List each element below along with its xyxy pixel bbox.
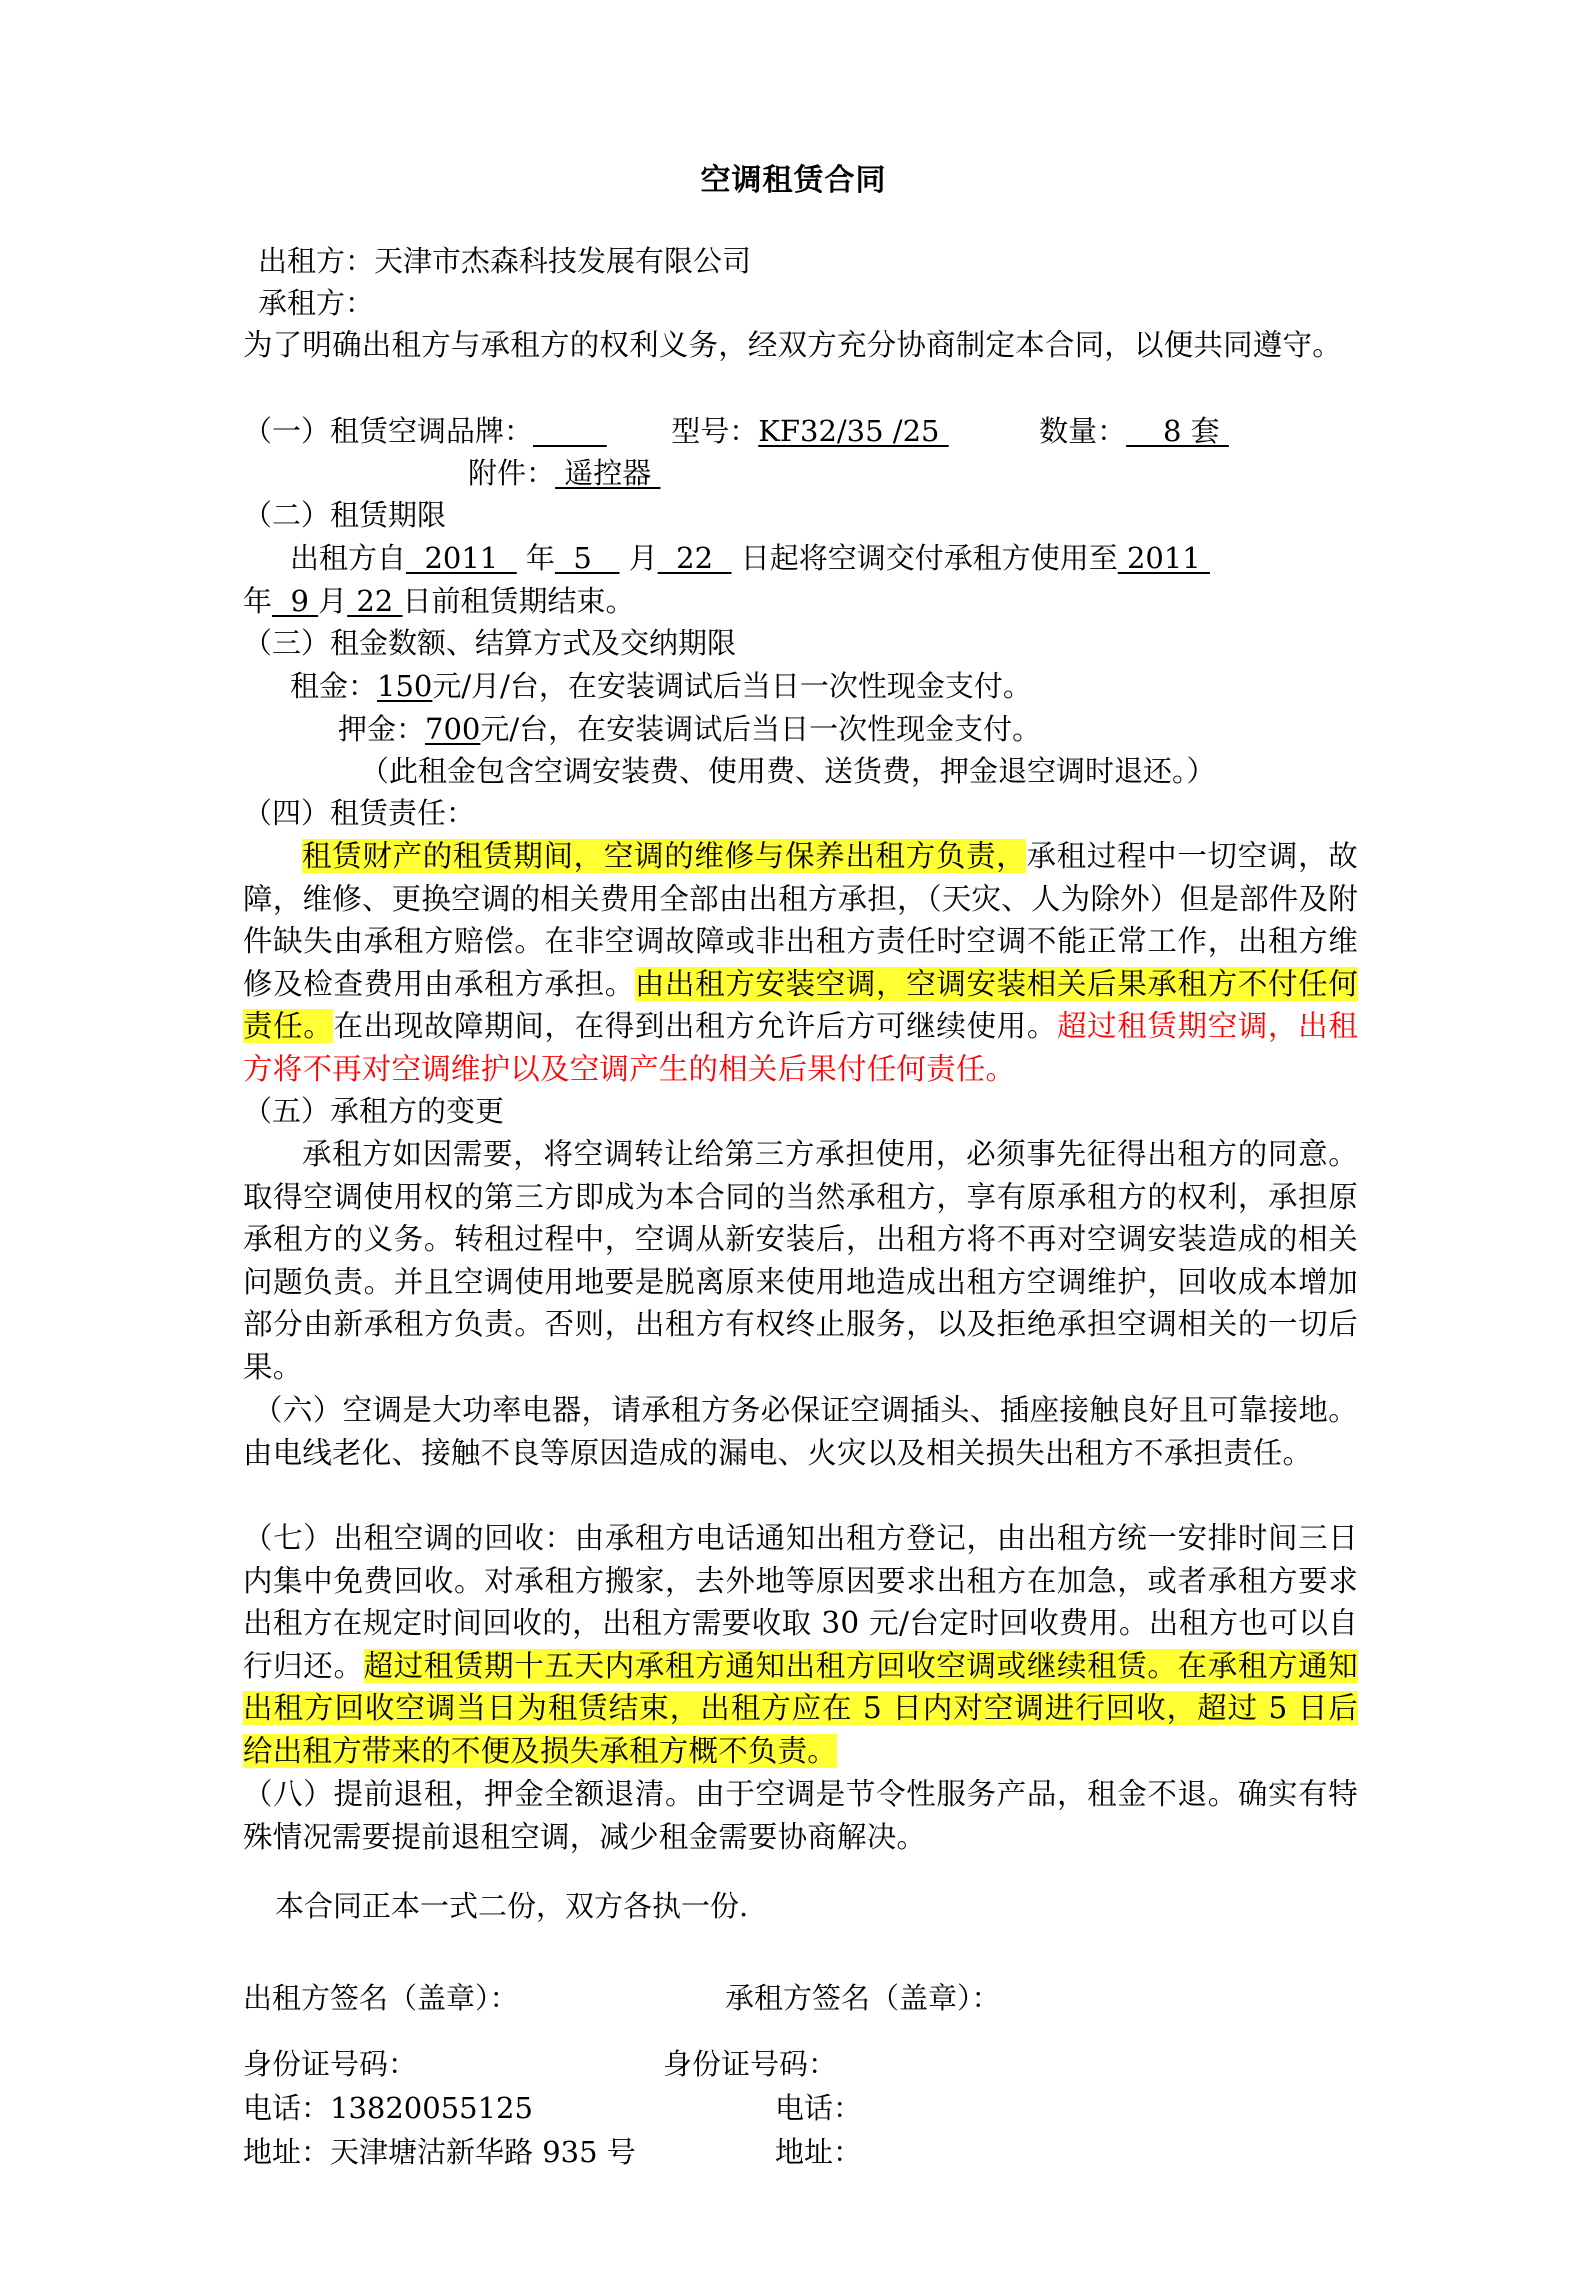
highlight-recovery: 超过租赁期十五天内承租方通知出租方回收空调或继续租赁。在承租方通知出租方回收空调当日为租赁结束，出租方应在 5 日内对空调进行回收，超过 5 日后给出租方带来的不便及损失承租方概不负责。 <box>243 1648 1358 1768</box>
lessor-address: 地址：天津塘沽新华路 935 号 <box>243 2135 636 2169</box>
copies-statement: 本合同正本一式二份，双方各执一份. <box>275 1889 749 1923</box>
section-4-text-1: 承租过程中一切空调，故障，维修、更换空调的相关费用全部由出租方承担，（天灾、人为除外）但是部件及附件缺失由承租方赔偿。在非空调故障或非出租方责任时空调不能正常工作，出租方维修及检查费用由承租方承担。 <box>243 839 1358 1001</box>
lessee-address: 地址： <box>775 2135 863 2169</box>
month-text-2: 月 <box>318 584 348 618</box>
highlight-maintenance: 租赁财产的租赁期间，空调的维修与保养出租方负责， <box>302 839 1027 873</box>
lessor-phone: 电话：13820055125 <box>243 2091 533 2125</box>
section-8-body: （八）提前退租，押金全额退清。由于空调是节令性服务产品，租金不退。确实有特殊情况需要提前退租空调，减少租金需要协商解决。 <box>243 1777 1358 1854</box>
rent-value: 150 <box>377 669 433 703</box>
accessory-label: 附件： <box>468 456 556 490</box>
lessor-signature: 出租方签名（盖章）： <box>243 1981 519 2015</box>
end-year: 2011 <box>1117 541 1210 575</box>
lessee-id: 身份证号码： <box>663 2047 838 2081</box>
intro-paragraph: 为了明确出租方与承租方的权利义务，经双方充分协商制定本合同，以便共同遵守。 <box>243 328 1342 362</box>
start-year: 2011 <box>406 541 517 575</box>
year-text: 年 <box>525 541 555 575</box>
period-line-1 <box>290 537 1210 579</box>
section-3-heading: （三）租金数额、结算方式及交纳期限 <box>243 626 737 660</box>
period-line-2 <box>243 580 635 622</box>
deposit-value: 700 <box>425 712 481 746</box>
deposit-label: 押金： <box>338 712 426 746</box>
period-text-from: 出租方自 <box>290 541 407 575</box>
section-2-heading: （二）租赁期限 <box>243 498 447 532</box>
warning-expired-lease: 超过租赁期空调，出租方将不再对空调维护以及空调产生的相关后果付任何责任。 <box>243 1009 1358 1086</box>
start-day: 22 <box>657 541 732 575</box>
highlight-installation: 由出租方安装空调，空调安装相关后果承租方不付任何责任。 <box>243 966 1358 1044</box>
lessee-line: 承租方： <box>258 286 375 320</box>
section-4-heading: （四）租赁责任： <box>243 796 476 830</box>
section-5-heading: （五）承租方的变更 <box>243 1094 505 1128</box>
rent-note: （此租金包含空调安装费、使用费、送货费，押金退空调时退还。） <box>360 754 1216 788</box>
period-text-until: 日起将空调交付承租方使用至 <box>740 541 1118 575</box>
section-7-text: （七）出租空调的回收：由承租方电话通知出租方登记，由出租方统一安排时间三日内集中免费回收。对承租方搬家，去外地等原因要求出租方在加急，或者承租方要求出租方在规定时间回收的，出租方需要收取 30 元/台定时回收费用。出租方也可以自行归还。 <box>243 1521 1358 1683</box>
section-5-body: 承租方如因需要，将空调转让给第三方承担使用，必须事先征得出租方的同意。取得空调使用权的第三方即成为本合同的当然承租方，享有原承租方的权利，承担原承租方的义务。转租过程中，空调从新安装后，出租方将不再对空调安装造成的相关问题负责。并且空调使用地要是脱离原来使用地造成出租方空调维护，回收成本增加部分由新承租方负责。否则，出租方有权终止服务，以及拒绝承担空调相关的一切后果。 <box>243 1137 1358 1384</box>
accessory-line <box>468 452 660 494</box>
lessee-signature: 承租方签名（盖章）： <box>725 1981 1001 2015</box>
section-6-body: （六）空调是大功率电器，请承租方务必保证空调插头、插座接触良好且可靠接地。由电线老化、接触不良等原因造成的漏电、火灾以及相关损失出租方不承担责任。 <box>243 1393 1358 1470</box>
lessor-id: 身份证号码： <box>243 2047 418 2081</box>
lessee-phone: 电话： <box>775 2091 863 2125</box>
section-7-body <box>243 1517 1358 1773</box>
quantity-value: 8 套 <box>1126 414 1229 448</box>
accessory-value: 遥控器 <box>555 456 661 490</box>
model-label: 型号： <box>671 414 759 448</box>
document-title: 空调租赁合同 <box>700 163 887 198</box>
brand-value <box>533 414 607 448</box>
deposit-terms: 元/台，在安装调试后当日一次性现金支付。 <box>480 712 1042 746</box>
end-month: 9 <box>272 584 319 618</box>
lessor-line: 出租方：天津市杰森科技发展有限公司 <box>258 244 752 278</box>
section-1-line <box>243 410 1229 452</box>
period-text-end: 日前租赁期结束。 <box>402 584 635 618</box>
section-4-text-2: 在出现故障期间，在得到出租方允许后方可继续使用。 <box>333 1009 1057 1044</box>
year-text-2: 年 <box>243 584 273 618</box>
end-day: 22 <box>347 584 403 618</box>
rent-line <box>290 665 1032 707</box>
section-4-body <box>243 835 1358 1091</box>
start-month: 5 <box>554 541 620 575</box>
deposit-line <box>338 708 1041 750</box>
brand-label: （一）租赁空调品牌： <box>243 414 534 448</box>
rent-label: 租金： <box>290 669 378 703</box>
rent-terms: 元/月/台，在安装调试后当日一次性现金支付。 <box>432 669 1032 703</box>
model-value: KF32/35 /25 <box>758 414 949 448</box>
quantity-label: 数量： <box>1039 414 1127 448</box>
month-text: 月 <box>628 541 658 575</box>
